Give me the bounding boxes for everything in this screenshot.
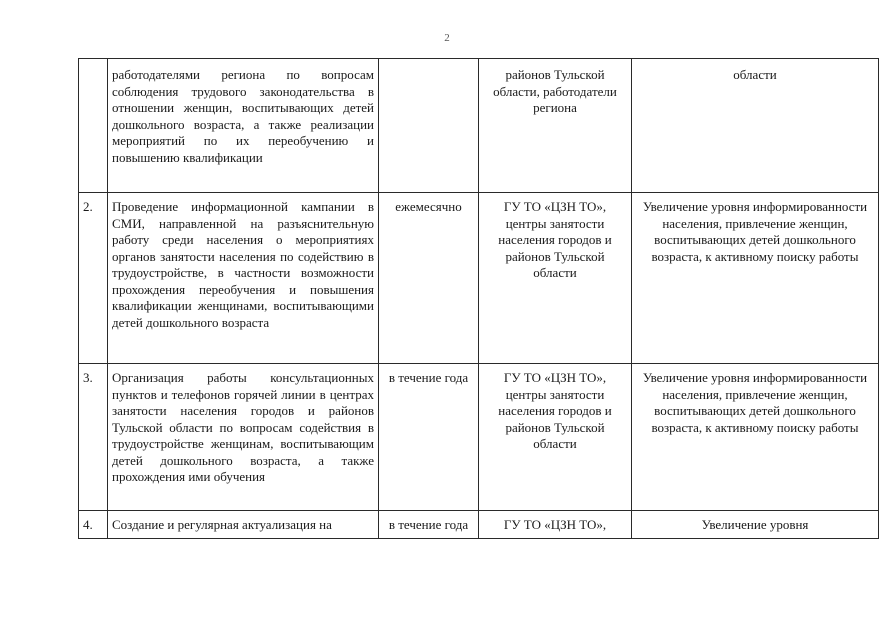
action-plan-table (78, 58, 879, 539)
responsible-cell: районов Тульской области, работодатели региона (479, 59, 632, 193)
result-cell: Увеличение уровня информированности населения, привлечение женщин, воспитывающих детей дошкольного возраста, к активному поиску работы (632, 193, 879, 364)
activity-cell: Организация работы консультационных пунктов и телефонов горячей линии в центрах занятости населения городов и районов Тульской области по вопросам содействия в трудоустройстве женщинам, воспитывающим детей дошкольного возраста, а также прохождения ими обучения (108, 364, 379, 511)
row-number: 2. (79, 193, 108, 364)
result-cell: Увеличение уровня информированности населения, привлечение женщин, воспитывающих детей дошкольного возраста, к активному поиску работы (632, 364, 879, 511)
table-row (79, 511, 879, 539)
term-cell: в течение года (379, 511, 479, 539)
result-cell: Увеличение уровня (632, 511, 879, 539)
row-number: 3. (79, 364, 108, 511)
page-number: 2 (444, 32, 450, 44)
term-cell: в течение года (379, 364, 479, 511)
term-cell (379, 59, 479, 193)
table-row (79, 59, 879, 193)
table-row (79, 193, 879, 364)
responsible-cell: ГУ ТО «ЦЗН ТО», (479, 511, 632, 539)
responsible-cell: ГУ ТО «ЦЗН ТО», центры занятости населения городов и районов Тульской области (479, 193, 632, 364)
term-cell: ежемесячно (379, 193, 479, 364)
activity-cell: Создание и регулярная актуализация на (108, 511, 379, 539)
row-number: 4. (79, 511, 108, 539)
activity-cell: Проведение информационной кампании в СМИ, направленной на разъяснительную работу среди населения о мероприятиях органов занятости населения по содействию в трудоустройстве, в частности возможности прохождения переобучения и повышения квалификации женщинами, воспитывающими детей дошкольного возраста (108, 193, 379, 364)
activity-cell: работодателями региона по вопросам соблюдения трудового законодательства в отношении женщин, воспитывающих детей дошкольного возраста, а также реализации мероприятий по их переобучению и повышению квалификации (108, 59, 379, 193)
table-row (79, 364, 879, 511)
result-cell: области (632, 59, 879, 193)
row-number (79, 59, 108, 193)
responsible-cell: ГУ ТО «ЦЗН ТО», центры занятости населения городов и районов Тульской области (479, 364, 632, 511)
